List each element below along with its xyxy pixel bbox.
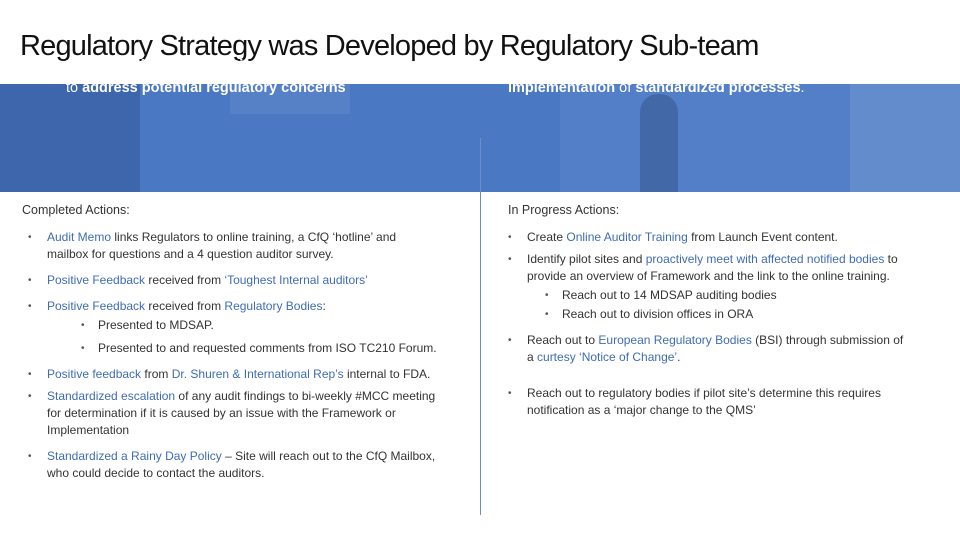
banner-text-right: Team has begun review with stakeholders & implementation of standardized processes.: [508, 58, 805, 96]
sub-list-item: • Presented to MDSAP.: [81, 317, 438, 334]
sub-list: [527, 287, 908, 323]
in-progress-actions-heading: In Progress Actions:: [508, 203, 620, 217]
sub-list-item: • Reach out to division offices in ORA: [545, 306, 908, 323]
sub-list-item: • Presented to and requested comments from ISO TC210 Forum.: [81, 340, 438, 357]
page-title: Regulatory Strategy was Developed by Regulatory Sub-team: [20, 30, 759, 62]
list-item: • Positive Feedback received from ‘Toughest Internal auditors’: [28, 272, 438, 289]
banner-text-left: Team identified both Reactive and Proactive actions to address potential regulatory concerns: [66, 58, 409, 96]
sub-list: [47, 317, 438, 357]
list-item: • Standardized a Rainy Day Policy – Site will reach out to the CfQ Mailbox, who could decide to contact the auditors.: [28, 448, 438, 482]
column-divider: [480, 138, 481, 515]
list-item: • Identify pilot sites and proactively meet with affected notified bodies to provide an overview of Framework and the link to the online training. • Reach out to 14 MDSAP auditing bodies • Reach out to division offices in ORA: [508, 251, 908, 323]
in-progress-actions-list: [508, 229, 908, 428]
list-item: • Reach out to regulatory bodies if pilot site’s determine this requires notification as a ‘major change to the QMS’: [508, 385, 908, 419]
completed-actions-heading: Completed Actions:: [22, 203, 130, 217]
banner-photo-shade: [0, 84, 140, 192]
list-item: • Create Online Auditor Training from Launch Event content.: [508, 229, 908, 246]
banner-photo-figure: [640, 94, 678, 192]
sub-list-item: • Reach out to 14 MDSAP auditing bodies: [545, 287, 908, 304]
list-item: • Reach out to European Regulatory Bodies (BSI) through submission of a curtesy ‘Notice of Change’.: [508, 332, 908, 366]
list-item: • Positive feedback from Dr. Shuren & International Rep’s internal to FDA.: [28, 366, 438, 383]
completed-actions-list: [28, 229, 438, 491]
list-item: • Audit Memo links Regulators to online training, a CfQ ‘hotline’ and mailbox for questions and a 4 question auditor survey.: [28, 229, 438, 263]
banner-photo-window: [850, 84, 960, 192]
list-item: • Standardized escalation of any audit findings to bi-weekly #MCC meeting for determination if it is caused by an issue with the Framework or Implementation: [28, 388, 438, 439]
list-item: • Positive Feedback received from Regulatory Bodies: • Presented to MDSAP. • Presented to and requested comments from ISO TC210 Forum.: [28, 298, 438, 357]
